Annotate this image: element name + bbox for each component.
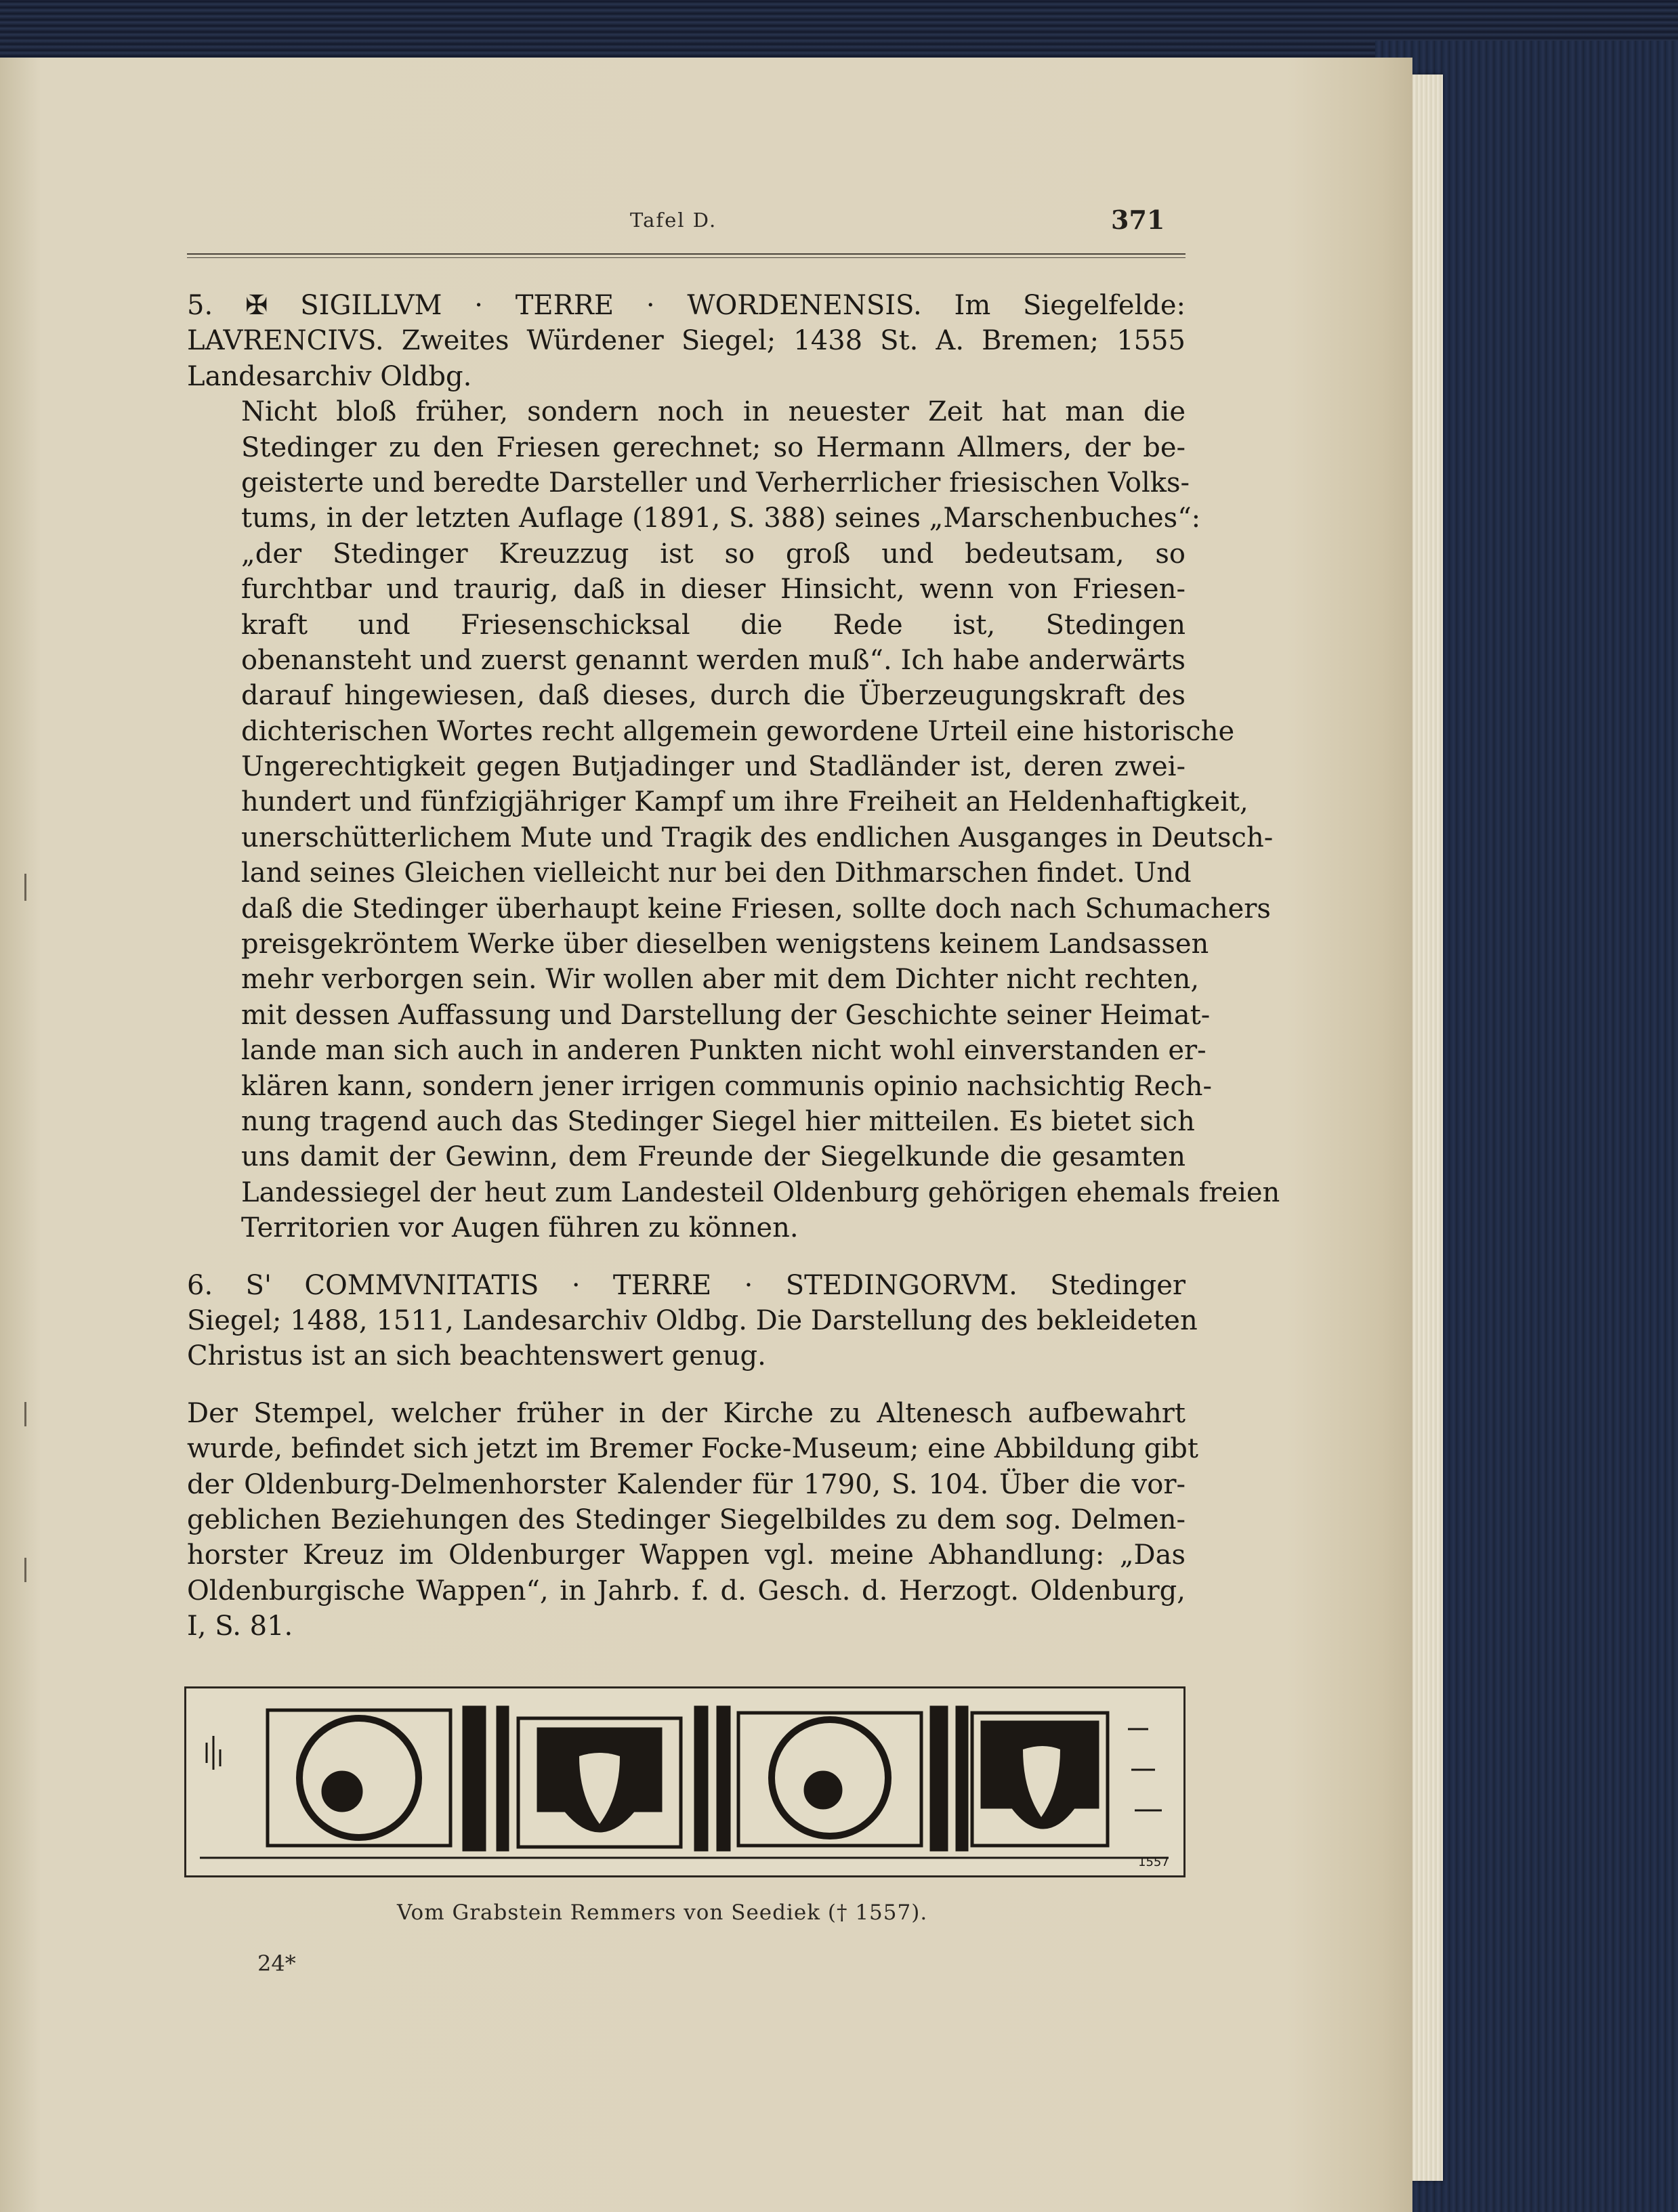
text-line: mehr verborgen sein. Wir wollen aber mit dem Dichter nicht rechten, xyxy=(241,964,1200,996)
text-line: der Oldenburg-Delmenhorster Kalender für 1790, S. 104. Über die vor- xyxy=(187,1468,1186,1500)
rosette-icon xyxy=(299,1718,419,1837)
text-line: Landesarchiv Oldbg. xyxy=(187,360,472,392)
paragraph-item-5 xyxy=(187,288,1186,394)
frieze-panel-rosette xyxy=(268,1710,450,1846)
text-line: Territorien vor Augen führen zu können. xyxy=(241,1212,799,1244)
rosette-center-icon xyxy=(805,1772,841,1808)
text-line: Der Stempel, welcher früher in der Kirche zu Altenesch aufbewahrt xyxy=(187,1397,1186,1429)
frieze-illustration xyxy=(186,1688,1183,1875)
text-line: Oldenburgische Wappen“, in Jahrb. f. d. Gesch. d. Herzogt. Oldenburg, xyxy=(187,1575,1186,1607)
text-line: geisterte und beredte Darsteller und Verherrlicher friesischen Volks- xyxy=(241,467,1190,498)
text-line: land seines Gleichen vielleicht nur bei den Dithmarschen findet. Und xyxy=(241,857,1192,889)
text-line: geblichen Beziehungen des Stedinger Siegelbildes zu dem sog. Delmen- xyxy=(187,1504,1186,1535)
text-line: mit dessen Auffassung und Darstellung der Geschichte seiner Heimat- xyxy=(241,999,1211,1031)
margin-mark xyxy=(24,1402,26,1426)
text-line: unerschütterlichem Mute und Tragik des endlichen Ausganges in Deutsch- xyxy=(241,822,1274,853)
text-line: hundert und fünfzigjähriger Kampf um ihre Freiheit an Heldenhaftigkeit, xyxy=(241,786,1249,818)
text-line: kraft und Friesenschicksal die Rede ist, Stedingen xyxy=(241,609,1186,641)
text-line: darauf hingewiesen, daß dieses, durch die Überzeugungskraft des xyxy=(241,680,1186,712)
text-line: furchtbar und traurig, daß in dieser Hinsicht, wenn von Friesen- xyxy=(241,574,1186,605)
figure-date-mark: 1557 xyxy=(1138,1855,1169,1869)
paragraph-stempel xyxy=(187,1396,1198,1644)
text-line: lande man sich auch in anderen Punkten nicht wohl einverstanden er- xyxy=(241,1035,1207,1067)
text-line: 5. ✠ SIGILLVM · TERRE · WORDENENSIS. Im Siegelfelde: xyxy=(187,290,1186,321)
text-line: klären kann, sondern jener irrigen communis opinio nachsichtig Rech- xyxy=(241,1070,1213,1102)
margin-mark xyxy=(24,1558,26,1582)
text-line: Siegel; 1488, 1511, Landesarchiv Oldbg. Die Darstellung des bekleideten xyxy=(187,1304,1198,1336)
page-number: 371 xyxy=(1111,205,1165,235)
text-line: Ungerechtigkeit gegen Butjadinger und Stadländer ist, deren zwei- xyxy=(241,751,1186,783)
paragraph-item-6 xyxy=(187,1268,1198,1374)
header-rule xyxy=(187,253,1186,258)
text-line: Christus ist an sich beachtenswert genug. xyxy=(187,1340,766,1372)
figure-caption: Vom Grabstein Remmers von Seediek († 1557). xyxy=(397,1900,928,1925)
frieze-pillar xyxy=(464,1707,484,1850)
text-line: preisgekröntem Werke über dieselben wenigstens keinem Landsassen xyxy=(241,929,1209,960)
rosette-center-icon xyxy=(323,1772,361,1810)
text-line: Landessiegel der heut zum Landesteil Oldenburg gehörigen ehemals freien xyxy=(241,1176,1280,1208)
frieze-pillar xyxy=(718,1707,729,1850)
frieze-pillar xyxy=(696,1707,707,1850)
paragraph-allmers xyxy=(187,394,1280,1246)
text-line: Stedinger zu den Friesen gerechnet; so Hermann Allmers, der be- xyxy=(241,431,1186,463)
text-line: nung tragend auch das Stedinger Siegel hier mitteilen. Es bietet sich xyxy=(241,1105,1195,1137)
text-line: LAVRENCIVS. Zweites Würdener Siegel; 1438 St. A. Bremen; 1555 xyxy=(187,325,1186,357)
gravestone-frieze-figure xyxy=(184,1686,1186,1877)
frieze-pillar xyxy=(931,1707,946,1850)
text-line: „der Stedinger Kreuzzug ist so groß und bedeutsam, so xyxy=(241,538,1186,570)
margin-mark xyxy=(24,874,26,901)
frieze-pillar xyxy=(957,1707,967,1850)
text-line: uns damit der Gewinn, dem Freunde der Siegelkunde die gesamten xyxy=(241,1141,1186,1173)
text-line: horster Kreuz im Oldenburger Wappen vgl. meine Abhandlung: „Das xyxy=(187,1539,1186,1571)
text-line: wurde, befindet sich jetzt im Bremer Focke-Museum; eine Abbildung gibt xyxy=(187,1433,1198,1465)
text-line: daß die Stedinger überhaupt keine Friesen, sollte doch nach Schumachers xyxy=(241,893,1271,924)
text-line: obenansteht und zuerst genannt werden muß“. Ich habe anderwärts xyxy=(241,644,1186,676)
text-line: dichterischen Wortes recht allgemein gewordene Urteil eine historische xyxy=(241,715,1235,747)
text-line: I, S. 81. xyxy=(187,1611,293,1642)
body-text xyxy=(187,288,1280,1644)
frieze-pillar xyxy=(498,1707,507,1850)
text-line: tums, in der letzten Auflage (1891, S. 388) seines „Marschenbuches“: xyxy=(241,503,1201,534)
text-line: 6. S' COMMVNITATIS · TERRE · STEDINGORVM. Stedinger xyxy=(187,1269,1186,1301)
running-head: Tafel D. xyxy=(630,209,717,232)
text-line: Nicht bloß früher, sondern noch in neuester Zeit hat man die xyxy=(241,396,1186,428)
signature-mark: 24* xyxy=(257,1951,296,1976)
